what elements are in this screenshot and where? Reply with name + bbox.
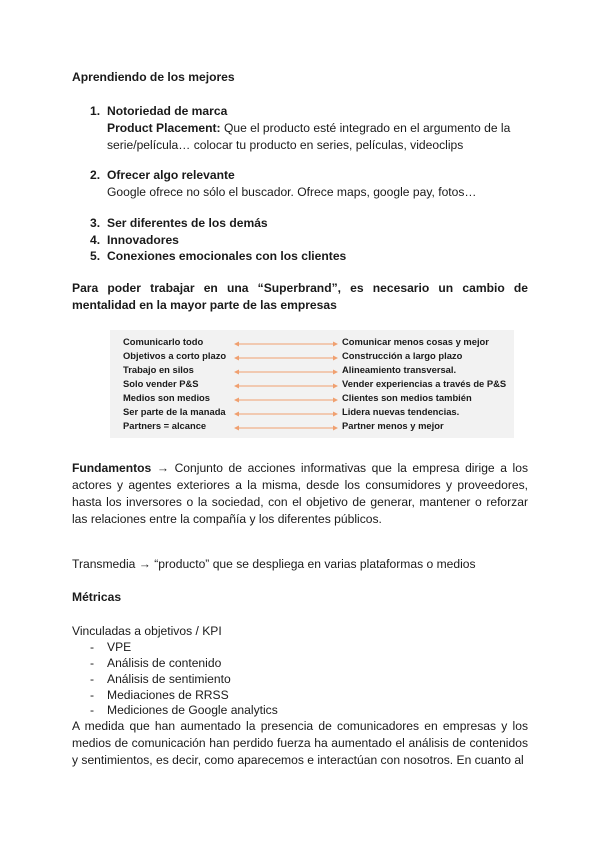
table-cell-left: Partners = alcance (123, 420, 207, 431)
list-item: Mediaciones de RRSS (107, 688, 229, 702)
table-row (110, 378, 514, 392)
metricas-heading: Métricas (72, 590, 122, 604)
table-cell-right: Comunicar menos cosas y mejor (342, 336, 489, 347)
table-row (110, 336, 514, 350)
metricas-paragraph: A medida que han aumentado la presencia de comunicadores en empresas y los medios de comunicación han perdido fuerza ha aumentado el análisis de contenidos y sentimientos, es decir, como aparecemos e interactúan con nosotros. En cuanto al (72, 719, 528, 767)
table-cell-right: Lidera nuevas tendencias. (342, 406, 460, 417)
table-cell-right: Vender experiencias a través de P&S (342, 378, 507, 389)
double-arrow-icon (234, 341, 338, 347)
table-cell-left: Ser parte de la manada (123, 406, 226, 417)
section-heading: Aprendiendo de los mejores (72, 70, 235, 84)
list-item-subtext-cont: serie/película… colocar tu producto en series, películas, videoclips (107, 138, 464, 152)
arrow-icon: → (156, 461, 169, 475)
bullet-dash: - (90, 688, 95, 702)
table-cell-left: Medios son medios (123, 392, 210, 403)
table-cell-left: Comunicarlo todo (123, 336, 204, 347)
list-item-title: Notoriedad de marca (107, 104, 228, 118)
list-item-title: Innovadores (107, 233, 179, 247)
double-arrow-icon (234, 397, 338, 403)
fundamentos-paragraph (72, 460, 528, 528)
table-cell-right: Partner menos y mejor (342, 420, 444, 431)
list-number: 2. (90, 168, 101, 182)
double-arrow-icon (234, 383, 338, 389)
table-cell-left: Objetivos a corto plazo (123, 350, 227, 361)
table-row (110, 406, 514, 420)
bullet-dash: - (90, 672, 95, 686)
fundamentos-text: Conjunto de acciones informativas que la empresa dirige a los actores y agentes exteriores a la misma, desde los consumidores y proveedores, hasta los inversores o la sociedad, con el objetivo de generar, mantener o reforzar las relaciones entre la compañía y los diferentes públicos. (72, 461, 528, 526)
bullet-dash: - (90, 640, 95, 654)
metricas-intro: Vinculadas a objetivos / KPI (72, 624, 222, 638)
list-item: Mediciones de Google analytics (107, 703, 278, 717)
double-arrow-icon (234, 355, 338, 361)
bullet-dash: - (90, 656, 95, 670)
table-row (110, 420, 514, 434)
list-number: 3. (90, 216, 101, 230)
product-placement-label: Product Placement: (107, 121, 221, 135)
list-item-subtext: Google ofrece no sólo el buscador. Ofrece maps, google pay, fotos… (107, 185, 477, 199)
table-row (110, 350, 514, 364)
table-cell-left: Solo vender P&S (123, 378, 199, 389)
table-row (110, 364, 514, 378)
double-arrow-icon (234, 425, 338, 431)
list-item-title: Ser diferentes de los demás (107, 216, 268, 230)
product-placement-text: Que el producto esté integrado en el argumento de la (220, 121, 511, 135)
superbrand-paragraph: Para poder trabajar en una “Superbrand”, es necesario un cambio de mentalidad en la mayor parte de las empresas (72, 281, 528, 312)
comparison-table (110, 330, 514, 438)
list-number: 1. (90, 104, 101, 118)
list-item: VPE (107, 640, 132, 654)
list-item-title: Conexiones emocionales con los clientes (107, 249, 347, 263)
list-item: Análisis de sentimiento (107, 672, 231, 686)
table-cell-right: Clientes son medios también (342, 392, 472, 403)
list-number: 5. (90, 249, 101, 263)
table-row (110, 392, 514, 406)
table-cell-left: Trabajo en silos (123, 364, 194, 375)
transmedia-line: Transmedia → “producto” que se despliega en varias plataformas o medios (72, 557, 476, 571)
table-cell-right: Construcción a largo plazo (342, 350, 463, 361)
fundamentos-label: Fundamentos (72, 461, 152, 475)
list-item-subtext (107, 121, 528, 135)
bullet-dash: - (90, 703, 95, 717)
list-item: Análisis de contenido (107, 656, 222, 670)
double-arrow-icon (234, 369, 338, 375)
double-arrow-icon (234, 411, 338, 417)
list-item-title: Ofrecer algo relevante (107, 168, 235, 182)
list-number: 4. (90, 233, 101, 247)
table-cell-right: Alineamiento transversal. (342, 364, 457, 375)
